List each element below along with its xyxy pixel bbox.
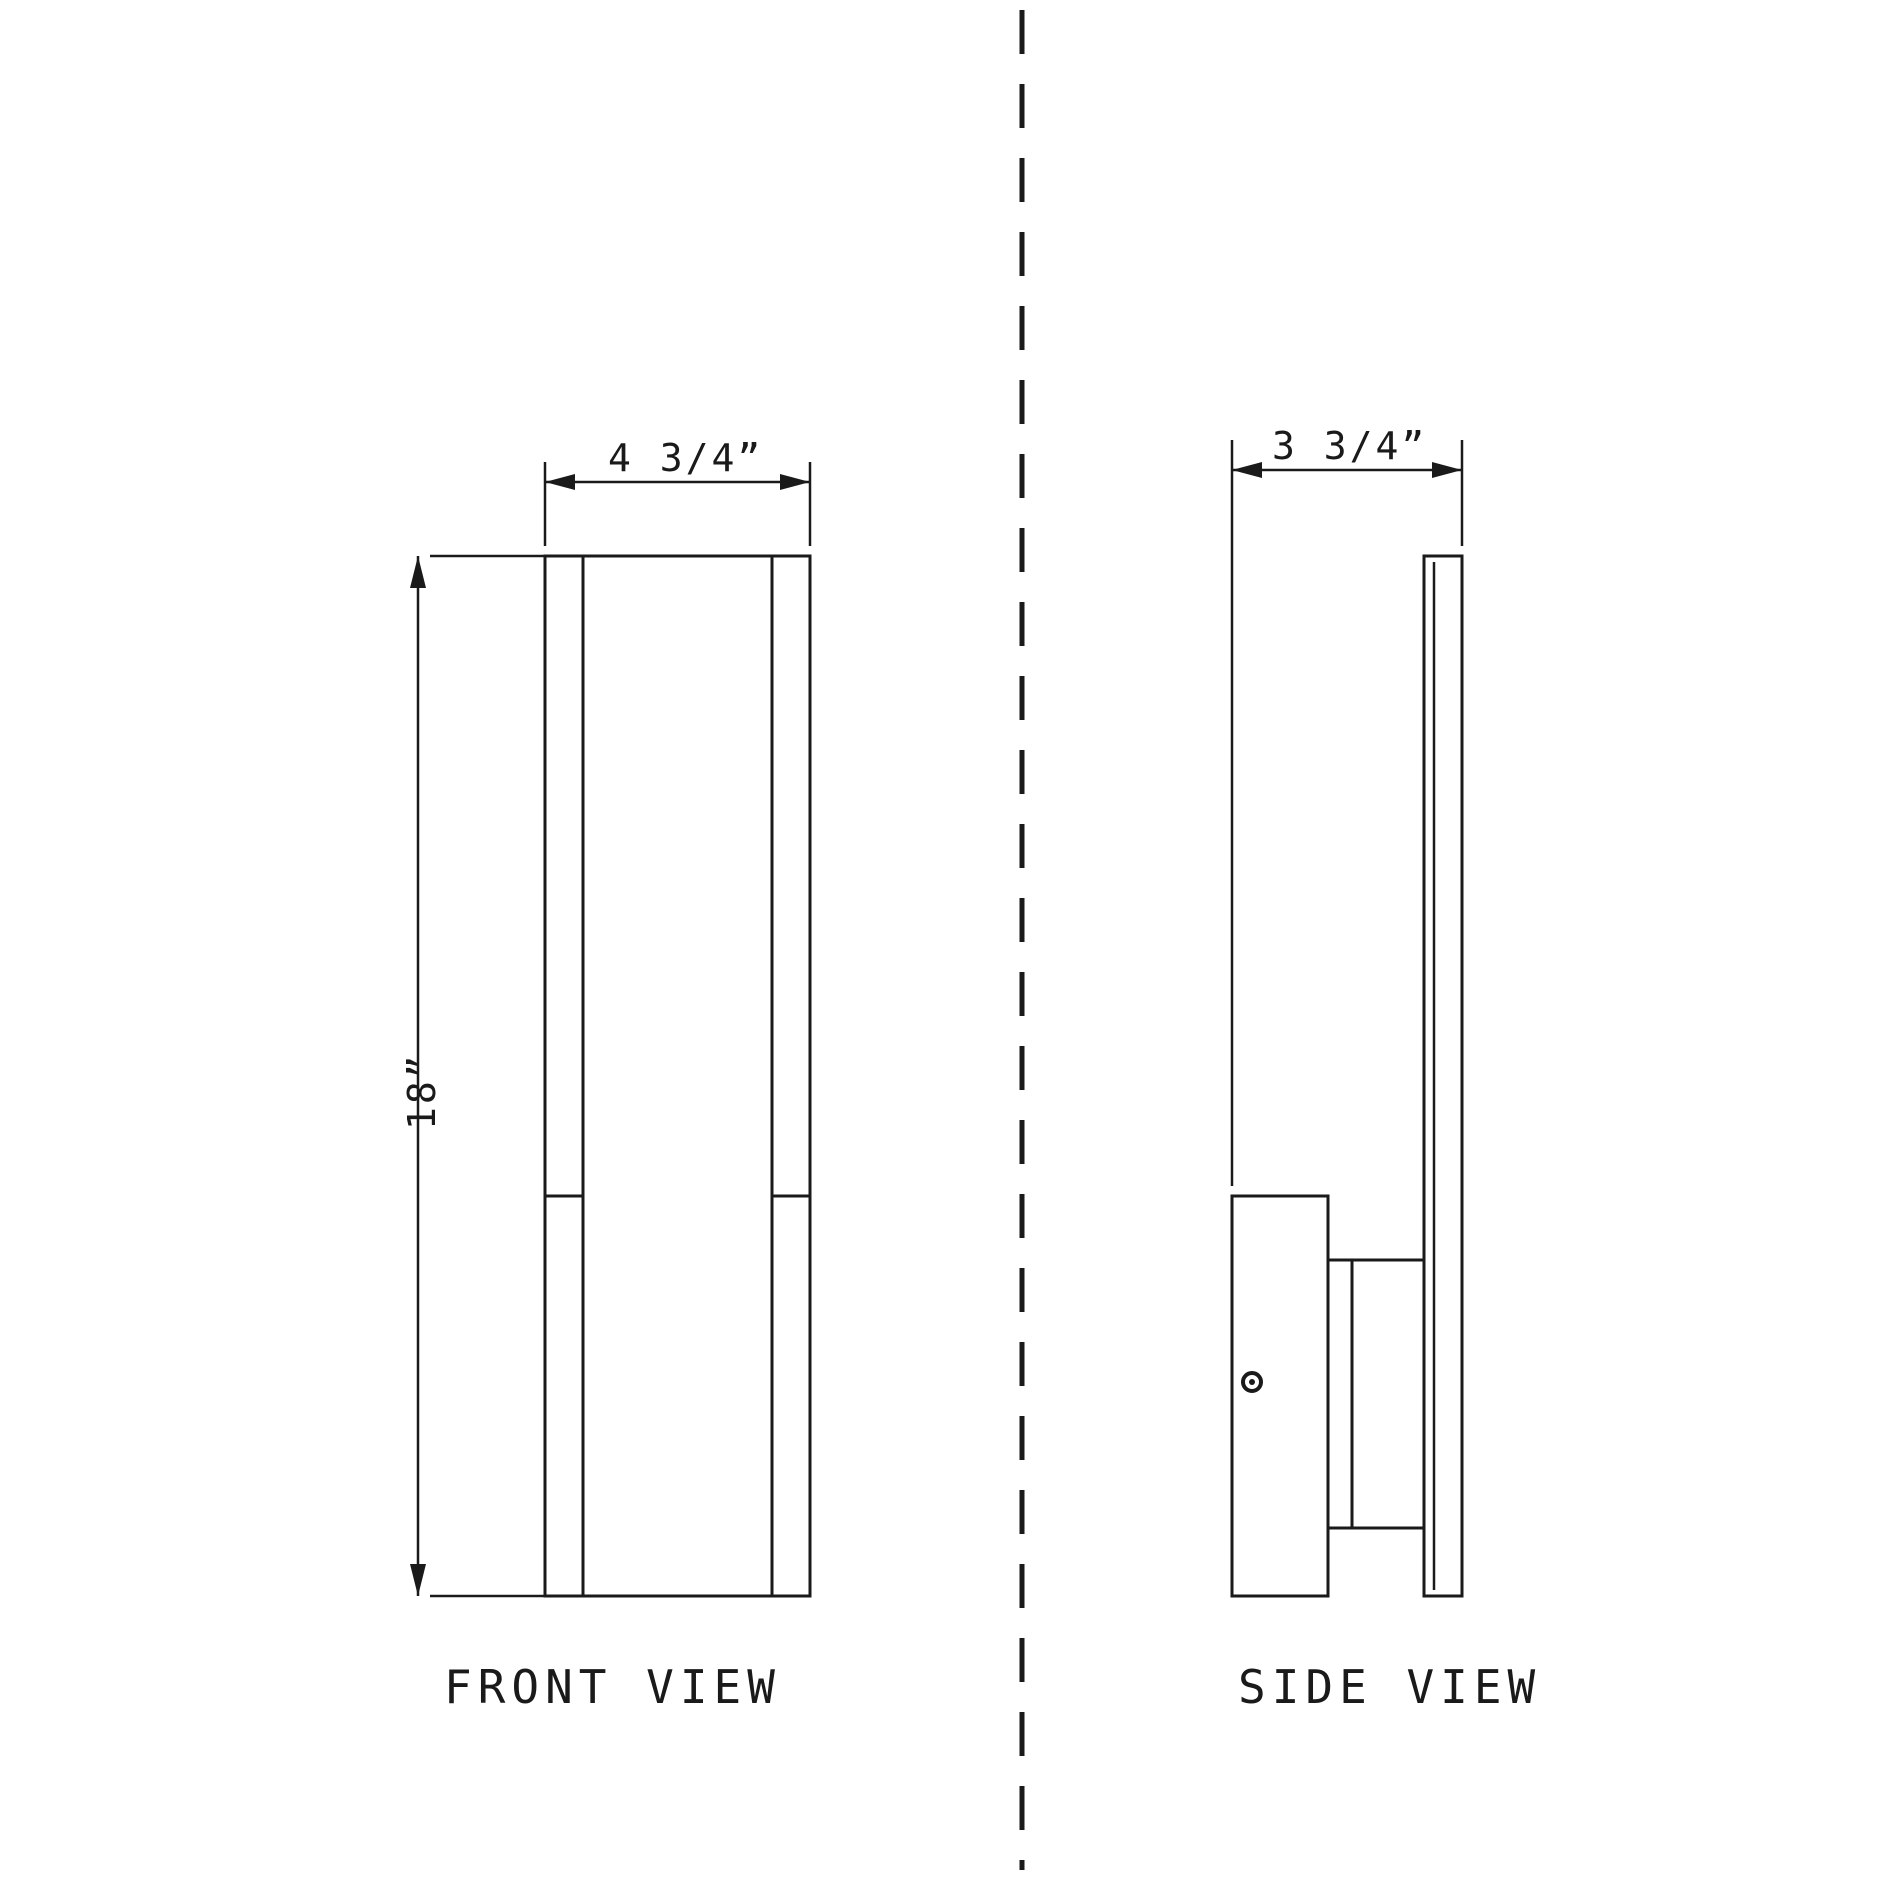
front-width-arrow-left [545, 474, 575, 490]
front-view-group [410, 462, 810, 1596]
front-width-dimension-label: 4 3/4” [608, 436, 764, 480]
side-light-bar-outline [1424, 556, 1462, 1596]
front-body-outline [545, 556, 810, 1596]
side-view-caption: SIDE VIEW [1238, 1660, 1542, 1714]
side-screw-center-icon [1249, 1379, 1255, 1385]
front-view-caption: FRONT VIEW [444, 1660, 781, 1714]
side-depth-arrow-right [1432, 462, 1462, 478]
side-wall-plate-outline [1232, 1196, 1328, 1596]
side-depth-dimension-label: 3 3/4” [1272, 424, 1428, 468]
side-view-group [1232, 440, 1462, 1596]
front-height-arrow-top [410, 556, 426, 588]
front-width-arrow-right [780, 474, 810, 490]
front-height-dimension-label: 18” [400, 1052, 444, 1130]
side-depth-arrow-left [1232, 462, 1262, 478]
front-height-arrow-bottom [410, 1564, 426, 1596]
